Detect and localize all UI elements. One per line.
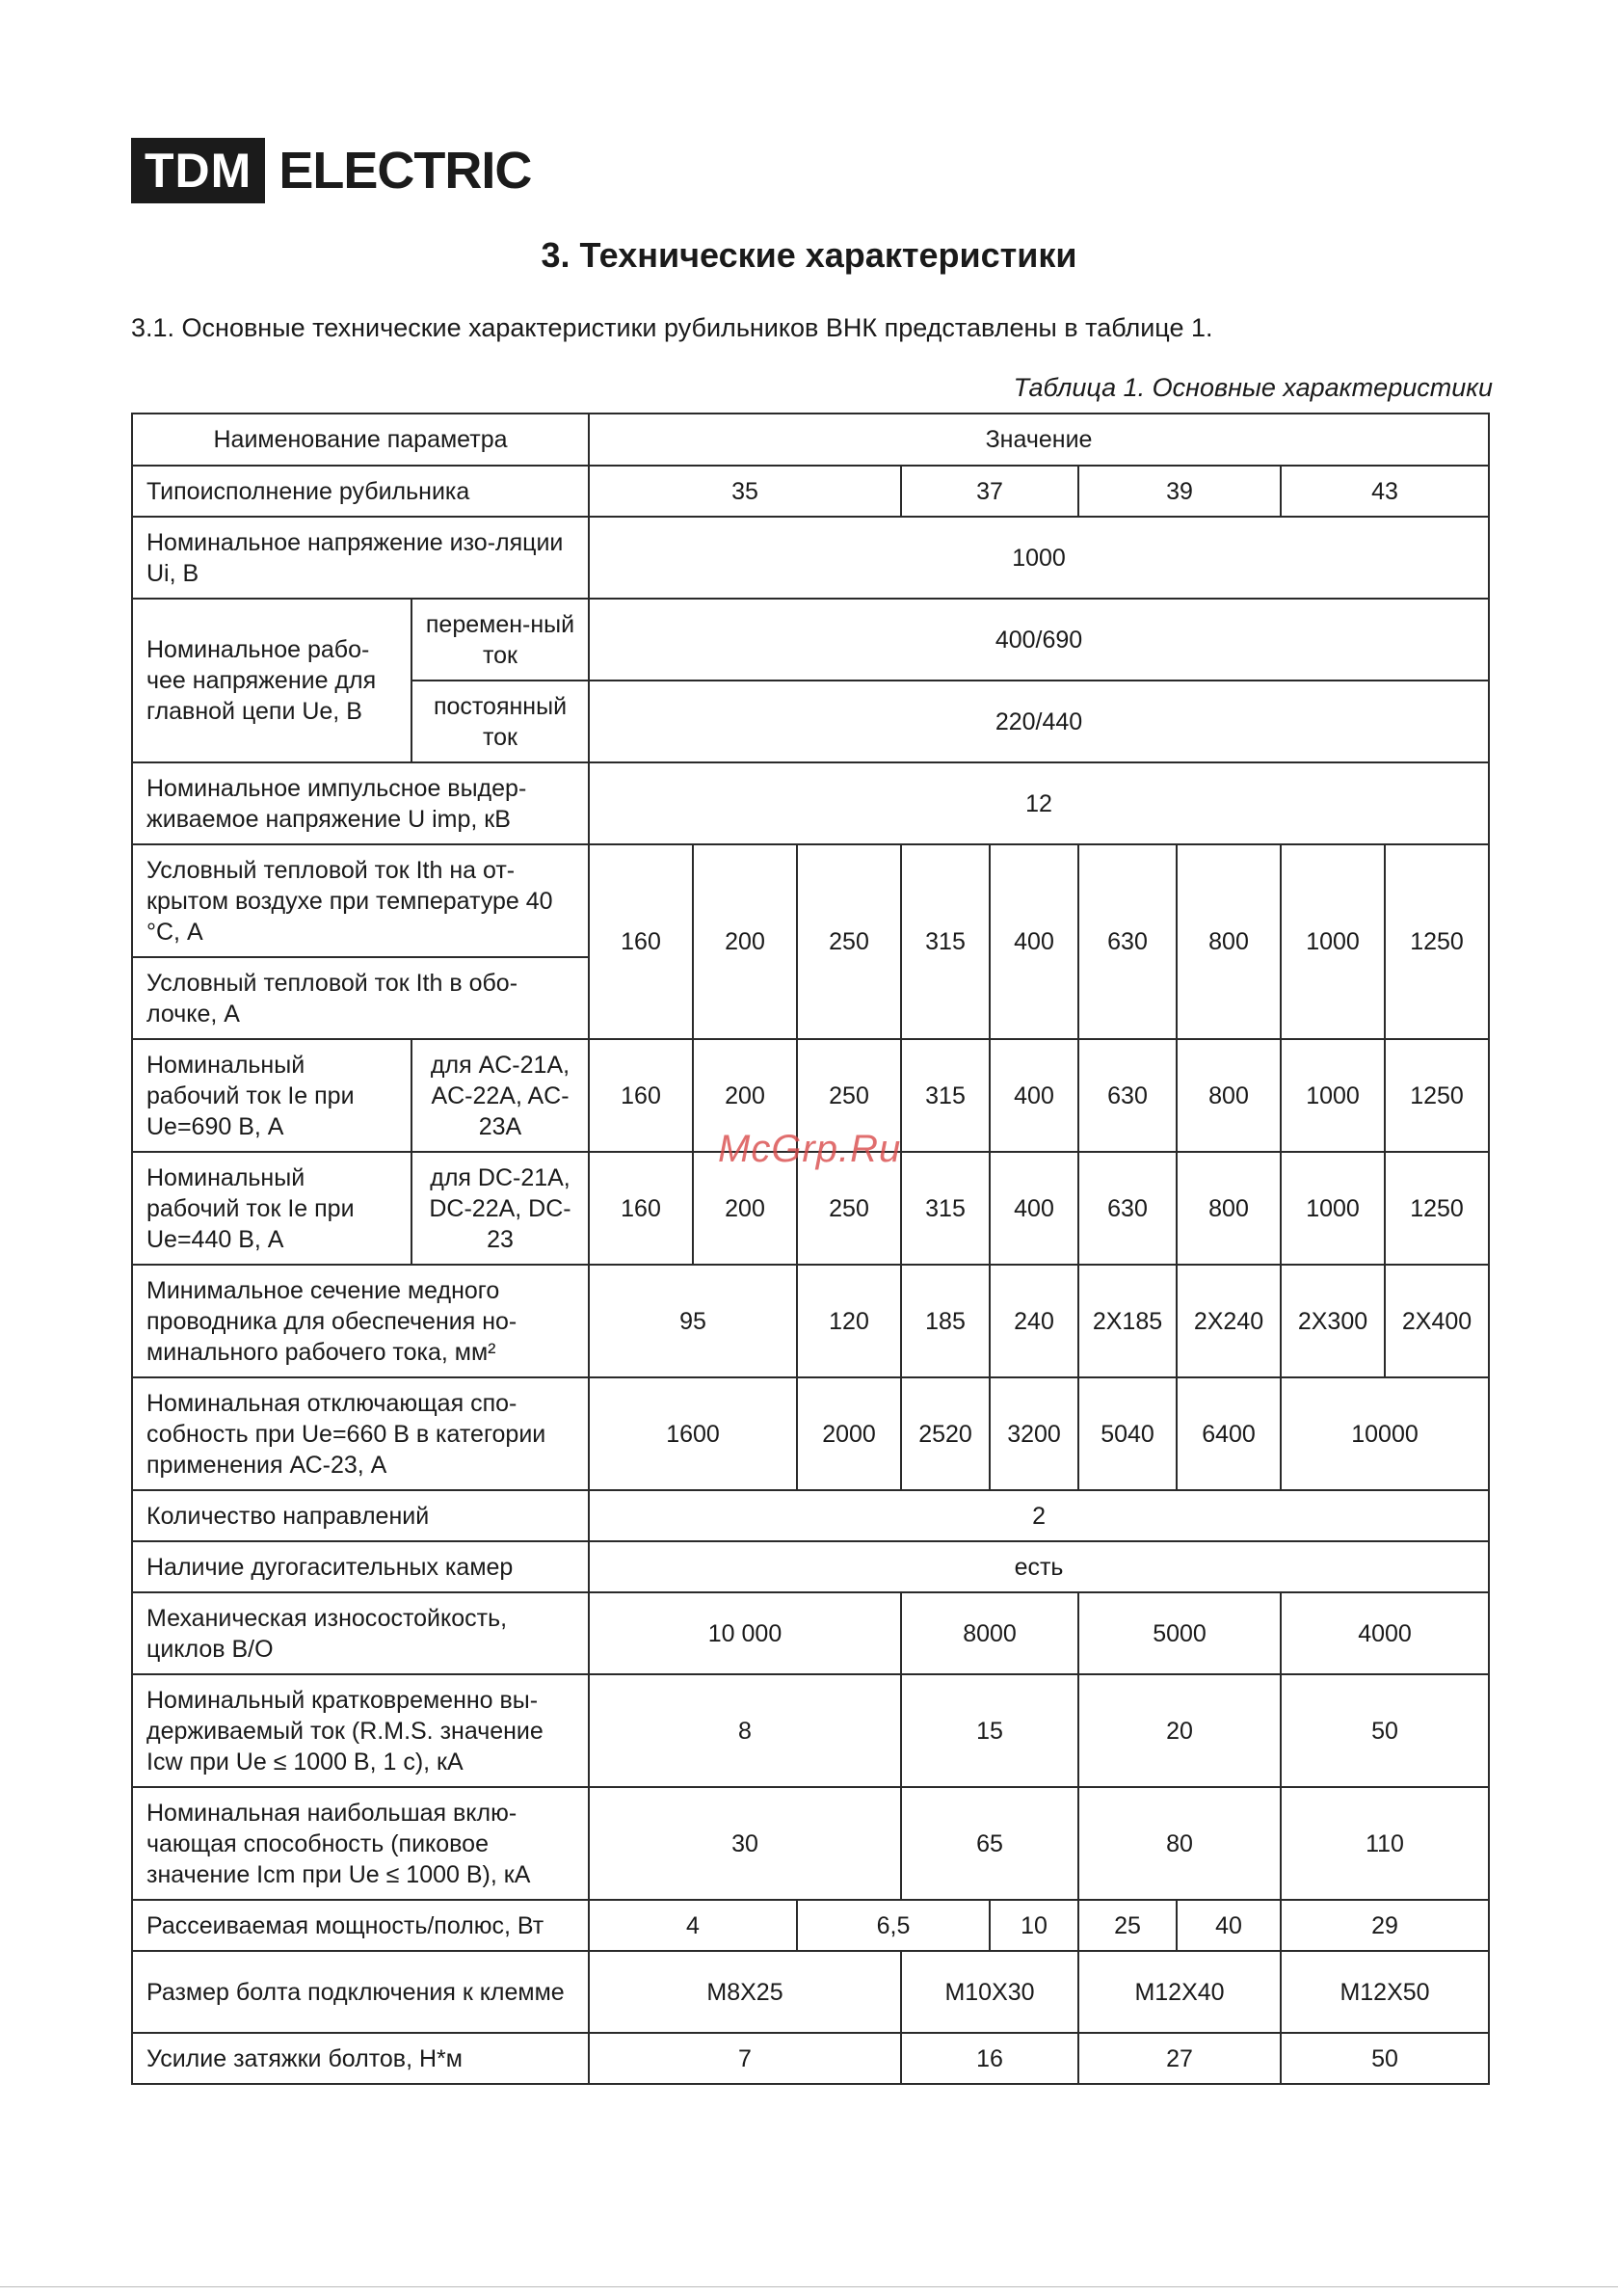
- column-header-value: Значение: [589, 414, 1489, 466]
- tdm-electric-logo: [131, 138, 531, 203]
- insulation-label: Номинальное напряжение изо-ляции Ui, В: [132, 517, 589, 599]
- power-cell: 6,5: [797, 1900, 990, 1951]
- table-row: [132, 466, 1489, 517]
- torque-cell: 16: [901, 2033, 1078, 2084]
- ie440-cell: 630: [1078, 1152, 1177, 1265]
- section-cell: 185: [901, 1265, 990, 1377]
- section-cell: 95: [589, 1265, 797, 1377]
- torque-cell: 7: [589, 2033, 901, 2084]
- ie690-cell: 630: [1078, 1039, 1177, 1152]
- bolt-label: Размер болта подключения к клемме: [132, 1951, 589, 2033]
- chambers-label: Наличие дугогасительных камер: [132, 1541, 589, 1592]
- table-row: [132, 517, 1489, 599]
- column-header-param: Наименование параметра: [132, 414, 589, 466]
- thermal-current-cell: 800: [1177, 844, 1281, 1039]
- torque-cell: 27: [1078, 2033, 1281, 2084]
- ie440-cell: 160: [589, 1152, 693, 1265]
- section-cell: 2X240: [1177, 1265, 1281, 1377]
- breaking-cell: 1600: [589, 1377, 797, 1490]
- thermal-current-cell: 630: [1078, 844, 1177, 1039]
- breaking-cell: 2000: [797, 1377, 901, 1490]
- ie690-label: Номинальный рабочий ток Ie при Ue=690 В, А: [132, 1039, 411, 1152]
- ie690-cell: 400: [990, 1039, 1078, 1152]
- power-cell: 40: [1177, 1900, 1281, 1951]
- insulation-value: 1000: [589, 517, 1489, 599]
- spec-table: [131, 413, 1490, 2085]
- table-row: [132, 414, 1489, 466]
- ie690-cell: 200: [693, 1039, 797, 1152]
- logo-word-text: ELECTRIC: [279, 142, 532, 200]
- table-row: [132, 1541, 1489, 1592]
- table-row: [132, 1900, 1489, 1951]
- ie440-cell: 400: [990, 1152, 1078, 1265]
- table-caption: Таблица 1. Основные характеристики: [1013, 373, 1493, 402]
- type-cell: 43: [1281, 466, 1489, 517]
- breaking-cell: 3200: [990, 1377, 1078, 1490]
- thermal-current-cell: 1250: [1385, 844, 1489, 1039]
- breaking-cell: 2520: [901, 1377, 990, 1490]
- breaking-cell: 10000: [1281, 1377, 1489, 1490]
- torque-cell: 50: [1281, 2033, 1489, 2084]
- dc-label: постоянный ток: [411, 681, 589, 762]
- ie690-cell: 250: [797, 1039, 901, 1152]
- icw-cell: 15: [901, 1674, 1078, 1787]
- table-row: [132, 1787, 1489, 1900]
- directions-value: 2: [589, 1490, 1489, 1541]
- bolt-cell: M10X30: [901, 1951, 1078, 2033]
- directions-label: Количество направлений: [132, 1490, 589, 1541]
- power-label: Рассеиваемая мощность/полюс, Вт: [132, 1900, 589, 1951]
- type-label: Типоисполнение рубильника: [132, 466, 589, 517]
- section-cell: 2X185: [1078, 1265, 1177, 1377]
- bolt-cell: M12X40: [1078, 1951, 1281, 2033]
- ac-value: 400/690: [589, 599, 1489, 681]
- ie440-cell: 1250: [1385, 1152, 1489, 1265]
- table-row: [132, 1490, 1489, 1541]
- impulse-label: Номинальное импульсное выдер-живаемое напряжение U imp, кВ: [132, 762, 589, 844]
- bolt-cell: M12X50: [1281, 1951, 1489, 2033]
- section-cell: 2X400: [1385, 1265, 1489, 1377]
- chambers-value: есть: [589, 1541, 1489, 1592]
- mech-cell: 5000: [1078, 1592, 1281, 1674]
- table-row: [132, 2033, 1489, 2084]
- power-cell: 25: [1078, 1900, 1177, 1951]
- icm-label: Номинальная наибольшая вклю-чающая способность (пиковое значение Icm при Ue ≤ 1000 В), кА: [132, 1787, 589, 1900]
- section-cell: 2X300: [1281, 1265, 1385, 1377]
- breaking-cell: 5040: [1078, 1377, 1177, 1490]
- thermal-current-cell: 1000: [1281, 844, 1385, 1039]
- ie690-category: для AC-21A, AC-22A, AC-23A: [411, 1039, 589, 1152]
- type-cell: 37: [901, 466, 1078, 517]
- dc-value: 220/440: [589, 681, 1489, 762]
- watermark: McGrp.Ru: [718, 1128, 902, 1170]
- mech-cell: 10 000: [589, 1592, 901, 1674]
- table-row: [132, 1592, 1489, 1674]
- icm-cell: 65: [901, 1787, 1078, 1900]
- thermal-air-label: Условный тепловой ток Ith на от-крытом воздухе при температуре 40 °C, А: [132, 844, 589, 957]
- logo-box-text: TDM: [131, 138, 265, 203]
- thermal-current-cell: 400: [990, 844, 1078, 1039]
- working-voltage-label: Номинальное рабо-чее напряжение для главной цепи Ue, В: [132, 599, 411, 762]
- icw-cell: 8: [589, 1674, 901, 1787]
- power-cell: 4: [589, 1900, 797, 1951]
- bolt-cell: M8X25: [589, 1951, 901, 2033]
- thermal-current-cell: 250: [797, 844, 901, 1039]
- mech-label: Механическая износостойкость, циклов В/О: [132, 1592, 589, 1674]
- section-cell: 240: [990, 1265, 1078, 1377]
- ie690-cell: 1000: [1281, 1039, 1385, 1152]
- table-row: [132, 1265, 1489, 1377]
- thermal-enclosure-label: Условный тепловой ток Ith в обо-лочке, А: [132, 957, 589, 1039]
- ie440-cell: 1000: [1281, 1152, 1385, 1265]
- power-cell: 29: [1281, 1900, 1489, 1951]
- thermal-current-cell: 315: [901, 844, 990, 1039]
- ie440-category: для DC-21A, DC-22A, DC-23: [411, 1152, 589, 1265]
- section-label: Минимальное сечение медного проводника для обеспечения но-минального рабочего тока, мм²: [132, 1265, 589, 1377]
- icw-cell: 20: [1078, 1674, 1281, 1787]
- table-row: [132, 762, 1489, 844]
- ie690-cell: 1250: [1385, 1039, 1489, 1152]
- icm-cell: 80: [1078, 1787, 1281, 1900]
- intro-paragraph: 3.1. Основные технические характеристики рубильников ВНК представлены в таблице 1.: [131, 313, 1213, 342]
- ie440-cell: 250: [797, 1152, 901, 1265]
- icm-cell: 30: [589, 1787, 901, 1900]
- icw-label: Номинальный кратковременно вы-держиваемый ток (R.M.S. значение Icw при Ue ≤ 1000 В, 1 с), кА: [132, 1674, 589, 1787]
- table-row: [132, 1674, 1489, 1787]
- type-cell: 35: [589, 466, 901, 517]
- icw-cell: 50: [1281, 1674, 1489, 1787]
- power-cell: 10: [990, 1900, 1078, 1951]
- thermal-current-cell: 160: [589, 844, 693, 1039]
- footer-divider: [0, 2286, 1618, 2287]
- table-row: [132, 599, 1489, 681]
- ac-label: перемен-ный ток: [411, 599, 589, 681]
- ie440-cell: 315: [901, 1152, 990, 1265]
- ie690-cell: 800: [1177, 1039, 1281, 1152]
- thermal-current-cell: 200: [693, 844, 797, 1039]
- icm-cell: 110: [1281, 1787, 1489, 1900]
- mech-cell: 8000: [901, 1592, 1078, 1674]
- ie690-cell: 315: [901, 1039, 990, 1152]
- breaking-cell: 6400: [1177, 1377, 1281, 1490]
- ie440-label: Номинальный рабочий ток Ie при Ue=440 В, А: [132, 1152, 411, 1265]
- ie440-cell: 200: [693, 1152, 797, 1265]
- mech-cell: 4000: [1281, 1592, 1489, 1674]
- ie690-cell: 160: [589, 1039, 693, 1152]
- section-cell: 120: [797, 1265, 901, 1377]
- torque-label: Усилие затяжки болтов, Н*м: [132, 2033, 589, 2084]
- breaking-label: Номинальная отключающая спо-собность при Ue=660 В в категории применения АС-23, А: [132, 1377, 589, 1490]
- table-row: [132, 1377, 1489, 1490]
- section-title: 3. Технические характеристики: [541, 235, 1077, 275]
- impulse-value: 12: [589, 762, 1489, 844]
- ie440-cell: 800: [1177, 1152, 1281, 1265]
- table-row: [132, 844, 1489, 957]
- table-row: [132, 1951, 1489, 2033]
- type-cell: 39: [1078, 466, 1281, 517]
